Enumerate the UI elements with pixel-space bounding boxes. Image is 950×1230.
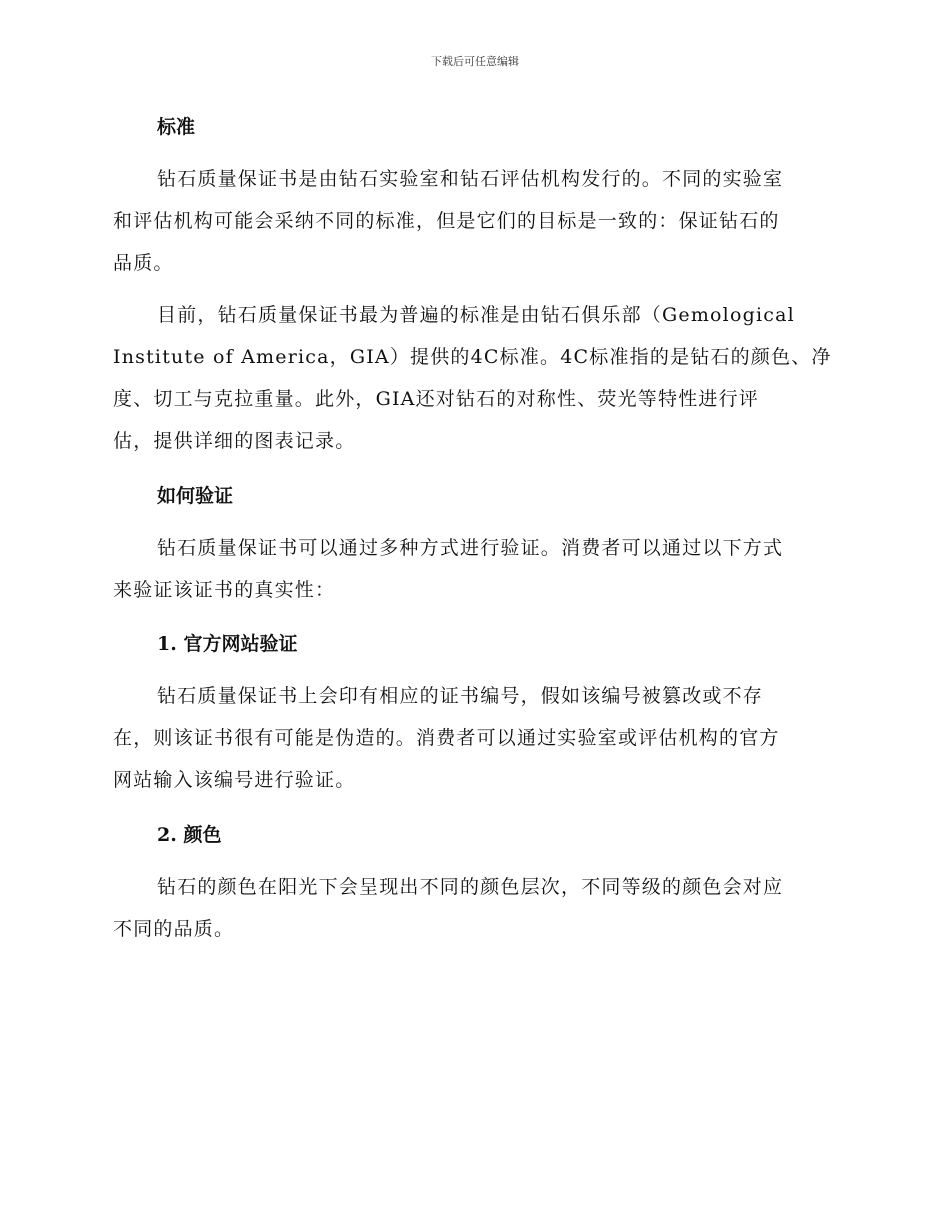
paragraph-line: 钻石质量保证书是由钻石实验室和钻石评估机构发行的。不同的实验室: [157, 168, 784, 190]
document-body: [113, 108, 831, 950]
paragraph-standard-intro: [113, 158, 831, 284]
paragraph-line: 品质。: [113, 252, 174, 274]
paragraph-line: 和评估机构可能会采纳不同的标准，但是它们的目标是一致的：保证钻石的: [113, 210, 780, 232]
paragraph-line: 钻石质量保证书可以通过多种方式进行验证。消费者可以通过以下方式: [157, 537, 784, 559]
paragraph-verify-intro: [113, 527, 831, 611]
paragraph-line: 度、切工与克拉重量。此外，GIA还对钻石的对称性、荧光等特性进行评: [113, 388, 760, 410]
paragraph-line: 钻石的颜色在阳光下会呈现出不同的颜色层次，不同等级的颜色会对应: [157, 876, 784, 898]
paragraph-4c-standard: [113, 294, 831, 462]
paragraph-line: Institute of America，GIA）提供的4C标准。4C标准指的是钻石的颜色、净: [113, 346, 832, 368]
paragraph-line: 不同的品质。: [113, 918, 235, 940]
paragraph-color: [113, 866, 831, 950]
paragraph-line: 来验证该证书的真实性：: [113, 579, 336, 601]
paragraph-line: 钻石质量保证书上会印有相应的证书编号，假如该编号被篡改或不存: [157, 685, 764, 707]
section-heading-official-website: 1. 官方网站验证: [157, 633, 298, 655]
paragraph-line: 网站输入该编号进行验证。: [113, 769, 356, 791]
paragraph-official-website: [113, 675, 831, 801]
paragraph-line: 目前，钻石质量保证书最为普遍的标准是由钻石俱乐部（Gemological: [157, 304, 795, 326]
section-heading-how-to-verify: 如何验证: [157, 485, 234, 507]
paragraph-line: 在，则该证书很有可能是伪造的。消费者可以通过实验室或评估机构的官方: [113, 727, 780, 749]
page-header-note: 下载后可任意编辑: [431, 55, 519, 68]
section-heading-color: 2. 颜色: [157, 824, 222, 846]
section-heading-standard: 标准: [157, 116, 196, 138]
paragraph-line: 估，提供详细的图表记录。: [113, 430, 356, 452]
